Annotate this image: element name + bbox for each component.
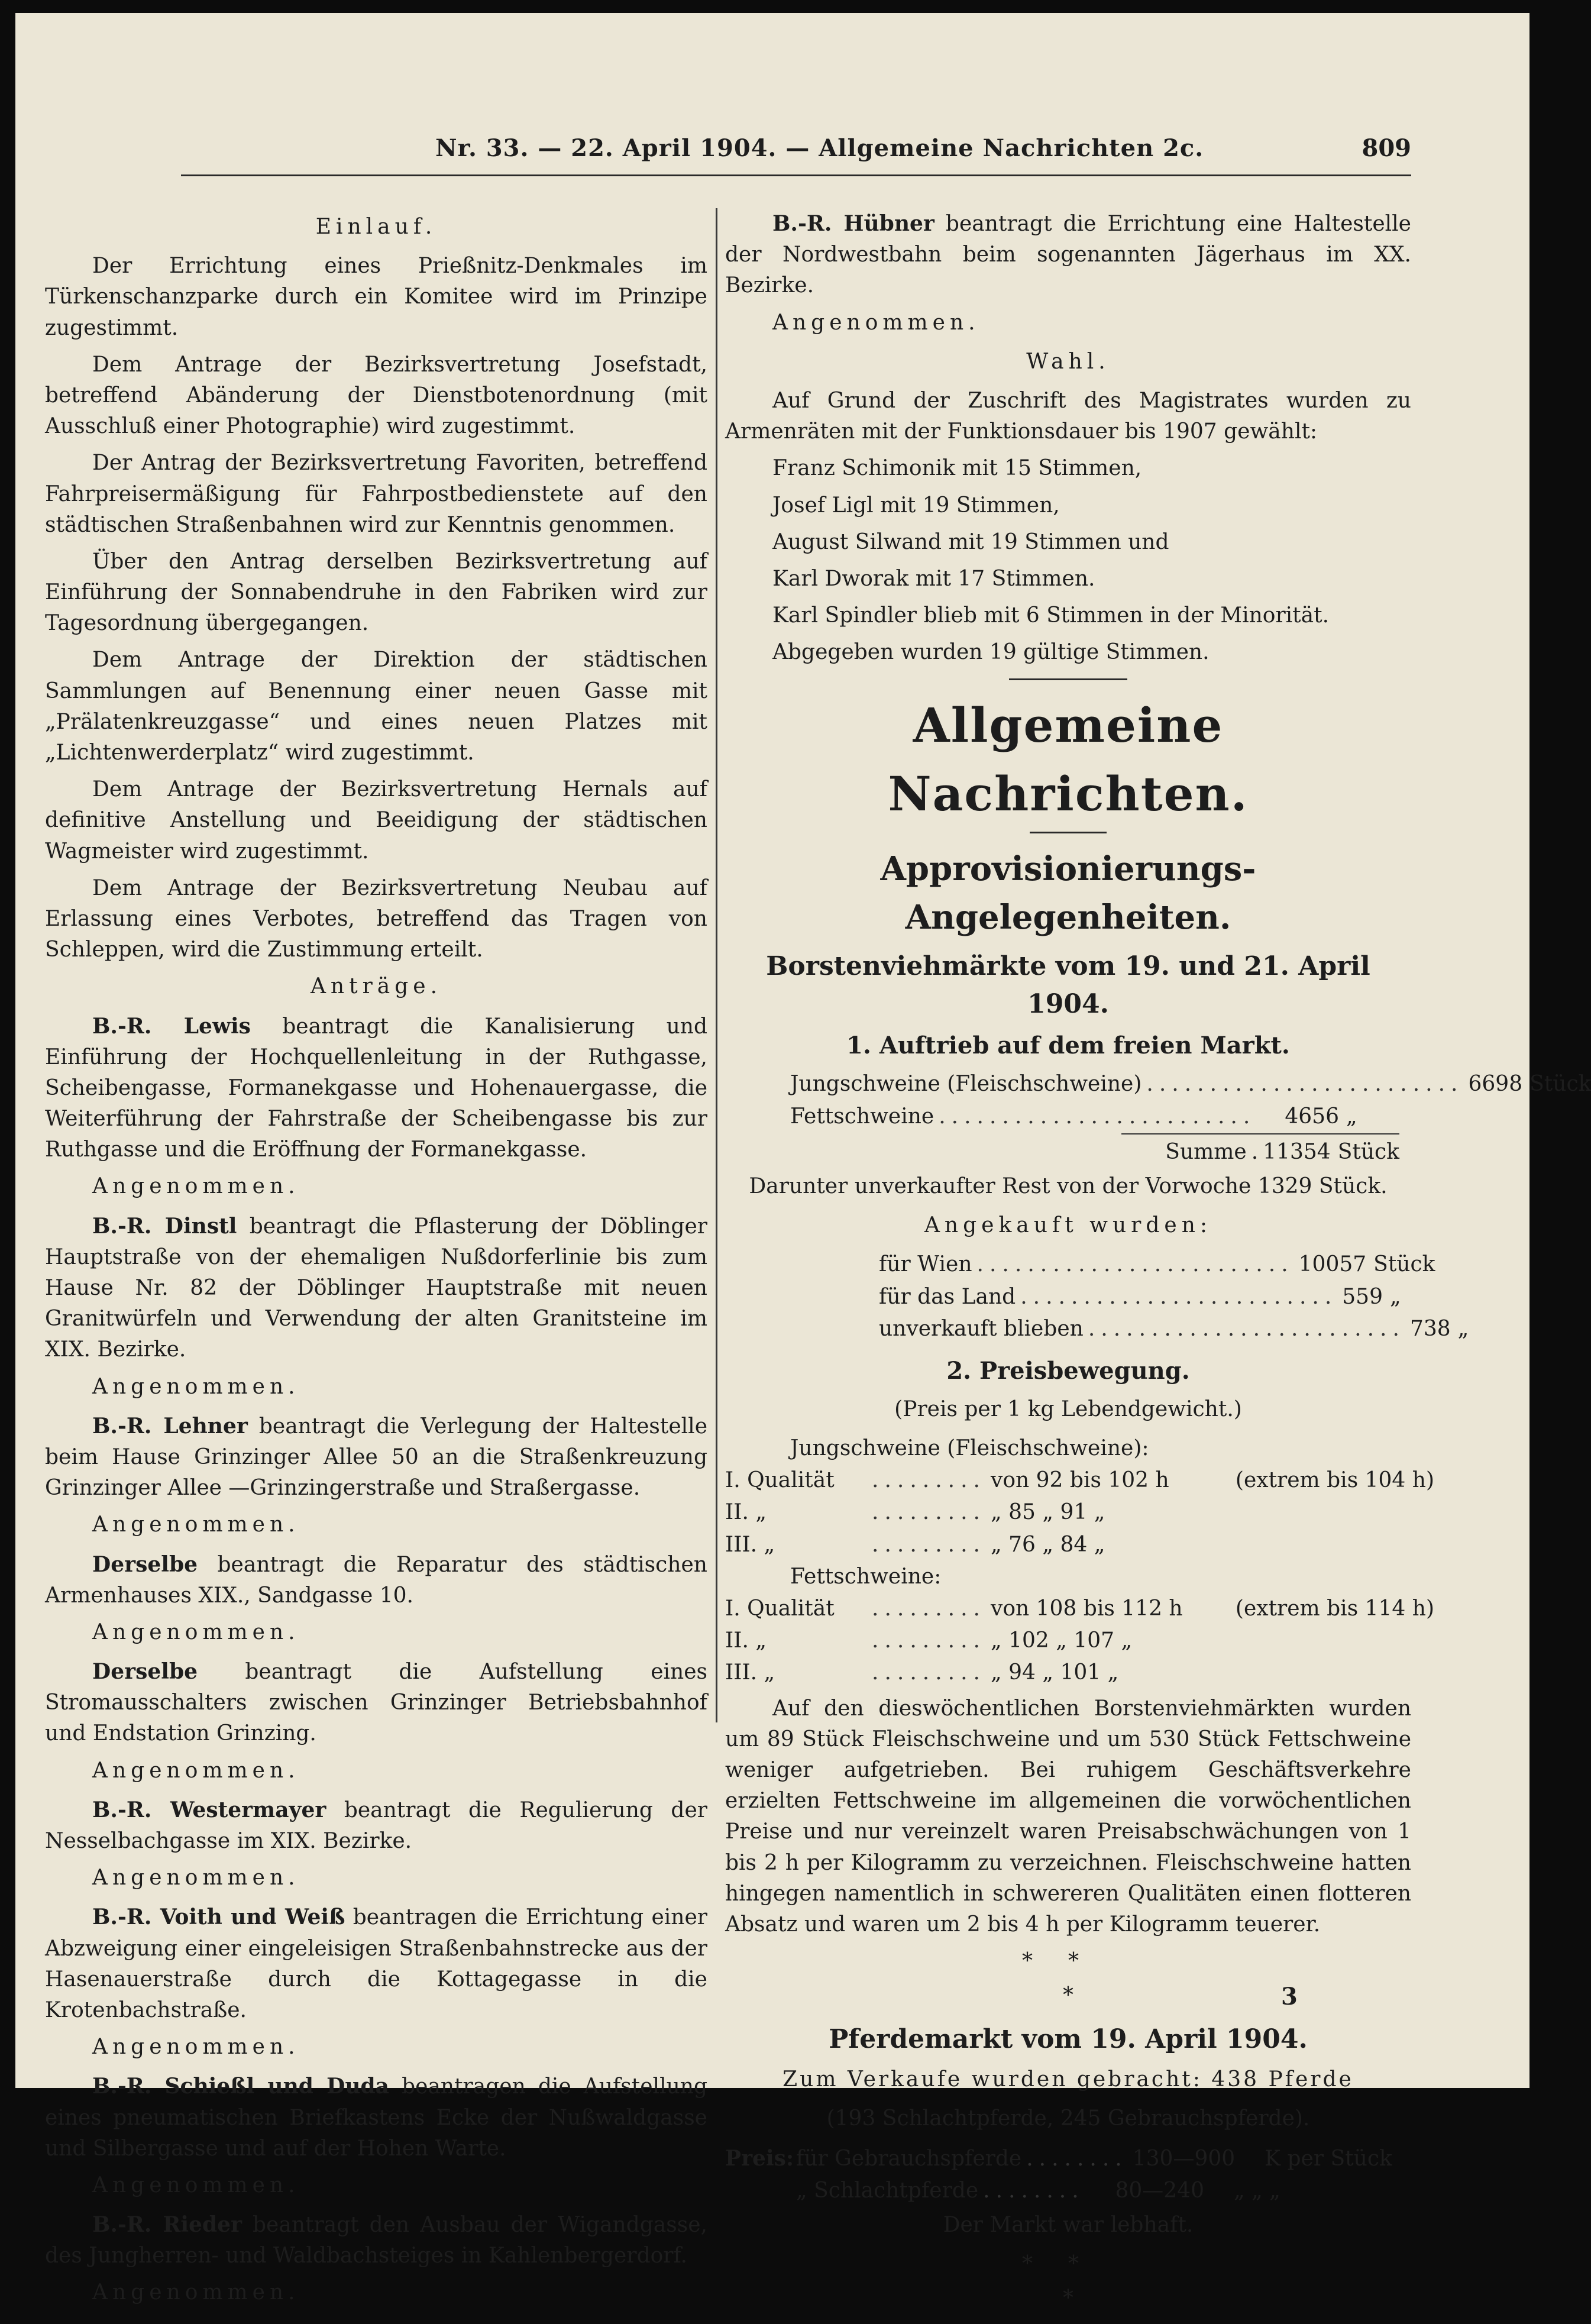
antrag-paragraph xyxy=(45,1902,707,2026)
rest-line: Darunter unverkaufter Rest von der Vorwoche 1329 Stück. xyxy=(749,1174,1388,1198)
jung-table xyxy=(725,1465,1434,1560)
antrag-who: B.-R. Hübner xyxy=(772,211,934,236)
table-row xyxy=(879,1314,1469,1344)
table-row xyxy=(790,1101,1399,1132)
leader-dots: ......................... xyxy=(1088,1316,1405,1341)
row-value: 6698 xyxy=(1468,1072,1523,1097)
antrag-text: beantragt die Verlegung der Haltestelle beim Hause Grinzinger Allee 50 an die Straßenkreuzung Grinzinger Allee —Grinzingerstraße und Straßergasse. xyxy=(45,1414,707,1501)
antrag-who: B.-R. Rieder xyxy=(92,2212,242,2238)
quality-label: II. „ xyxy=(725,1628,767,1653)
antrag-who: Derselbe xyxy=(92,1552,198,1577)
right-column xyxy=(725,208,1591,2324)
einlauf-paragraph: Der Errichtung eines Prießnitz-Denkmales im Türkenschanzparke durch ein Komitee wird im Prinzipe zugestimmt. xyxy=(45,254,707,340)
angekauft-heading: Angekauft wurden: xyxy=(924,1213,1212,1238)
quality-label: III. „ xyxy=(725,1532,775,1557)
einlauf-paragraph: Dem Antrage der Bezirksvertretung Neubau auf Erlassung eines Verbotes, betreffend das Tragen von Schleppen, wird die Zustimmung erteilt. xyxy=(45,875,707,962)
table-row xyxy=(725,1657,1411,1688)
antrag-paragraph xyxy=(45,2209,707,2271)
antrag-who: B.-R. Voith und Weiß xyxy=(92,1905,345,1930)
antrag-result: Angenommen. xyxy=(92,1758,300,1783)
row-label: Summe xyxy=(1165,1139,1247,1164)
price-range: von 92 bis 102 h xyxy=(991,1468,1169,1493)
leader-dots: ......... xyxy=(872,1596,986,1621)
einlauf-paragraph: Dem Antrage der Direktion der städtischen Sammlungen auf Benennung einer neuen Gasse mit „Prälatenkreuzgasse“ und eines neuen Platzes mit „Lichtenwerderplatz“ wird zugestimmt. xyxy=(45,648,707,765)
pferde-preis-table xyxy=(725,2143,1411,2206)
antrag-text: beantragt die Regulierung der Nesselbachgasse im XIX. Bezirke. xyxy=(45,1798,707,1853)
pferde-verkauf: Zum Verkaufe wurden gebracht: 438 Pferde xyxy=(782,2067,1354,2092)
separator-stars: ** xyxy=(1022,1949,1114,1974)
leader-dots: ......... xyxy=(872,1660,986,1685)
wahl-heading: Wahl. xyxy=(1026,349,1110,374)
antrag-result: Angenommen. xyxy=(92,1174,300,1199)
row-unit: „ xyxy=(1457,1316,1469,1341)
table-row xyxy=(725,2176,1411,2206)
antrag-paragraph xyxy=(45,2071,707,2164)
antrag-result: Angenommen. xyxy=(92,2035,300,2060)
main-section-title: Allgemeine Nachrichten. xyxy=(888,697,1249,822)
market-report: Auf den dieswöchentlichen Borstenviehmärkten wurden um 89 Stück Fleischschweine und um 530 Stück Fettschweine weniger aufgetrieben. Bei ruhigem Geschäftsverkehre erzielten Fettschweine im allgemeinen die vorwöchentlichen Preise und nur vereinzelt waren Preisabschwächungen von 1 bis 2 h per Kilogramm zu verzeichnen. Fleischschweine hatten hingegen namentlich in schwereren Qualitäten einen flotteren Absatz und waren um 2 bis 4 h per Kilogramm teuerer. xyxy=(725,1696,1411,1937)
row-label: für Gebrauchspferde xyxy=(796,2146,1022,2171)
separator-stars: * xyxy=(1063,2286,1073,2311)
antrag-result: Angenommen. xyxy=(92,1374,300,1399)
antrag-who: B.-R. Westermayer xyxy=(92,1797,326,1822)
preis-title: 2. Preisbewegung. xyxy=(946,1356,1190,1385)
price-range: von 108 bis 112 h xyxy=(991,1596,1183,1621)
row-label: „ Schlachtpferde xyxy=(796,2178,979,2203)
row-value: 11354 xyxy=(1263,1139,1331,1164)
antrag-text: beantragt die Aufstellung eines Stromausschalters zwischen Grinzinger Betriebsbahnhof und Endstation Grinzing. xyxy=(45,1660,707,1746)
antrag-result: Angenommen. xyxy=(92,1620,300,1644)
leader-dots: ......................... xyxy=(1020,1284,1338,1309)
section-rule xyxy=(1030,832,1107,833)
row-value: 559 xyxy=(1342,1284,1383,1309)
leader-dots: ......... xyxy=(872,1468,986,1493)
wahl-entry: Franz Schimonik mit 15 Stimmen, xyxy=(772,456,1142,481)
einlauf-paragraph: Der Antrag der Bezirksvertretung Favoriten, betreffend Fahrpreisermäßigung für Fahrpostbedienstete auf den städtischen Straßenbahnen wird zur Kenntnis genommen. xyxy=(45,451,707,537)
price-range: „ 102 „ 107 „ xyxy=(991,1628,1133,1653)
antrag-result: Angenommen. xyxy=(92,1866,300,1890)
row-value: 10057 xyxy=(1298,1252,1367,1277)
row-unit: Stück xyxy=(1337,1139,1399,1164)
pferde-lebhaft: Der Markt war lebhaft. xyxy=(943,2213,1194,2238)
pferde-detail: (193 Schlachtpferde, 245 Gebrauchspferde). xyxy=(826,2106,1310,2131)
table-row xyxy=(725,1593,1434,1624)
wahl-intro: Auf Grund der Zuschrift des Magistrates wurden zu Armenräten mit der Funktionsdauer bis 1907 gewählt: xyxy=(725,388,1411,444)
price-range: „ 76 „ 84 „ xyxy=(991,1532,1105,1557)
antrag-result: Angenommen. xyxy=(92,1512,300,1537)
leader-dots: ......... xyxy=(872,1532,986,1557)
antraege-heading: Anträge. xyxy=(310,974,442,999)
separator-stars: ** xyxy=(1022,2252,1114,2277)
column-divider xyxy=(716,208,717,1722)
antrag-text: beantragt die Kanalisierung und Einführung der Hochquellenleitung in der Ruthgasse, Scheibengasse, Formanekgasse und Hohenauergasse, die Weiterführung der Fahrstraße der Scheibengasse bis zur Ruthgasse und die Eröffnung der Formanekgasse. xyxy=(45,1014,707,1162)
row-value: 130—900 xyxy=(1132,2146,1236,2171)
antrag-paragraph xyxy=(45,1795,707,1857)
header-title: Nr. 33. — 22. April 1904. — Allgemeine Nachrichten 2c. xyxy=(435,134,1204,162)
antrag-result: Angenommen. xyxy=(92,2173,300,2197)
row-value: 4656 xyxy=(1285,1104,1339,1129)
row-unit: K per Stück xyxy=(1265,2146,1392,2171)
table-row xyxy=(725,2143,1411,2174)
row-unit: „ „ „ xyxy=(1234,2178,1280,2203)
table-row xyxy=(725,1497,1411,1528)
leader-dots: ......................... xyxy=(976,1252,1294,1277)
fett-table xyxy=(725,1593,1434,1689)
left-column xyxy=(45,208,707,2317)
row-unit: Stück xyxy=(1529,1072,1591,1097)
row-label: für Wien xyxy=(879,1252,972,1277)
table-row xyxy=(725,1625,1411,1656)
quality-label: II. „ xyxy=(725,1500,767,1525)
antrag-paragraph xyxy=(45,1011,707,1166)
wahl-entry: Karl Spindler blieb mit 6 Stimmen in der Minorität. xyxy=(772,603,1330,628)
jung-heading: Jungschweine (Fleischschweine): xyxy=(790,1436,1149,1461)
price-extreme: (extrem bis 104 h) xyxy=(1235,1468,1434,1493)
wahl-entry: August Silwand mit 19 Stimmen und xyxy=(772,529,1169,554)
einlauf-heading: Einlauf. xyxy=(315,215,437,239)
row-label: für das Land xyxy=(879,1284,1016,1309)
auftrieb-title: 1. Auftrieb auf dem freien Markt. xyxy=(846,1032,1290,1060)
antrag-who: B.-R. Lehner xyxy=(92,1413,248,1439)
row-label: Fettschweine xyxy=(790,1104,934,1129)
table-row xyxy=(879,1282,1401,1313)
newspaper-page xyxy=(15,13,1591,2311)
borsten-title: Borstenviehmärkte vom 19. und 21. April 1904. xyxy=(766,951,1370,1019)
table-row xyxy=(879,1249,1435,1280)
sum-row xyxy=(1121,1133,1399,1168)
angekauft-table xyxy=(725,1249,1469,1344)
table-row xyxy=(725,1465,1434,1496)
page-number: 809 xyxy=(1362,134,1411,162)
price-extreme: (extrem bis 114 h) xyxy=(1235,1596,1434,1621)
separator-stars: * xyxy=(1063,1983,1073,2008)
row-label: unverkauft blieben xyxy=(879,1316,1084,1341)
wahl-entry: Josef Ligl mit 19 Stimmen, xyxy=(772,493,1060,518)
leader-dots: ........ xyxy=(983,2178,1085,2203)
row-value: 738 xyxy=(1409,1316,1451,1341)
price-range: „ 94 „ 101 „ xyxy=(991,1660,1119,1685)
wahl-entry: Karl Dworak mit 17 Stimmen. xyxy=(772,566,1095,591)
approv-title: Approvisionierungs-Angelegenheiten. xyxy=(880,849,1256,937)
row-unit: Stück xyxy=(1373,1252,1435,1277)
quality-label: I. Qualität xyxy=(725,1596,835,1621)
table-row xyxy=(725,1530,1411,1560)
preis-label: Preis: xyxy=(725,2145,794,2171)
row-label: Jungschweine (Fleischschweine) xyxy=(790,1072,1142,1097)
antrag-who: B.-R. Lewis xyxy=(92,1013,251,1039)
header-rule xyxy=(181,174,1411,176)
antrag-paragraph xyxy=(45,1411,707,1504)
leader-dots: ........ xyxy=(1026,2146,1128,2171)
leader-dots: ......................... xyxy=(1146,1072,1464,1097)
einlauf-paragraph: Dem Antrage der Bezirksvertretung Hernals auf definitive Anstellung und Beeidigung der städtischen Wagmeister wird zugestimmt. xyxy=(45,777,707,864)
page-header xyxy=(145,134,1411,170)
row-value: 80—240 xyxy=(1115,2178,1204,2203)
antrag-text: beantragt die Pflasterung der Döblinger Hauptstraße von der ehemaligen Nußdorferlinie bis zum Hause Nr. 82 der Döblinger Hauptstraße mit neuen Granitwürfeln und Verwendung der alten Granitsteine im XIX. Bezirke. xyxy=(45,1214,707,1362)
preis-subtitle: (Preis per 1 kg Lebendgewicht.) xyxy=(894,1397,1242,1421)
einlauf-paragraph: Über den Antrag derselben Bezirksvertretung auf Einführung der Sonnabendruhe in den Fabriken wird zur Tagesordnung übergegangen. xyxy=(45,549,707,636)
leader-dots: ......................... xyxy=(939,1104,1256,1129)
antrag-text: beantragen die Aufstellung eines pneumatischen Briefkastens Ecke der Nußwaldgasse und Silbergasse und auf der Hohen Warte. xyxy=(45,2074,707,2161)
antrag-text: beantragt die Reparatur des städtischen Armenhauses XIX., Sandgasse 10. xyxy=(45,1552,707,1608)
antrag-paragraph xyxy=(45,1656,707,1750)
section-rule xyxy=(1009,678,1127,680)
row-unit: „ xyxy=(1390,1284,1401,1309)
wahl-entry: Abgegeben wurden 19 gültige Stimmen. xyxy=(772,640,1210,665)
footer-number: 3 xyxy=(1281,1983,1298,2011)
leader-dots: ......... xyxy=(872,1500,986,1525)
antrag-result: Angenommen. xyxy=(772,310,980,335)
antrag-paragraph xyxy=(45,1211,707,1366)
pferde-title: Pferdemarkt vom 19. April 1904. xyxy=(829,2024,1308,2055)
quality-label: III. „ xyxy=(725,1660,775,1685)
table-row xyxy=(790,1069,1591,1100)
antrag-who: B.-R. Schießl und Duda xyxy=(92,2074,389,2099)
row-unit: „ xyxy=(1346,1104,1357,1129)
antrag-result: Angenommen. xyxy=(92,2280,300,2305)
leader-dots: ......... xyxy=(872,1628,986,1653)
antrag-text: beantragen die Errichtung einer Abzweigung einer eingeleisigen Straßenbahnstrecke aus der Hasenauerstraße durch die Kottagegasse in die Krotenbachstraße. xyxy=(45,1905,708,2022)
einlauf-paragraph: Dem Antrage der Bezirksvertretung Josefstadt, betreffend Abänderung der Dienstbotenordnung (mit Ausschluß einer Photographie) wird zugestimmt. xyxy=(45,352,707,439)
quality-label: I. Qualität xyxy=(725,1468,835,1493)
auftrieb-table xyxy=(725,1069,1591,1168)
antrag-text: beantragt den Ausbau der Wigandgasse, des Jungherren- und Waldbachsteiges in Kahlenbergerdorf. xyxy=(45,2213,707,2268)
fett-heading: Fettschweine: xyxy=(790,1564,942,1589)
antrag-paragraph xyxy=(725,208,1411,302)
antrag-text: beantragt die Errichtung eine Haltestelle der Nordwestbahn beim sogenannten Jägerhaus im XX. Bezirke. xyxy=(725,212,1411,298)
leader-dots: . xyxy=(1251,1139,1259,1164)
price-range: „ 85 „ 91 „ xyxy=(991,1500,1105,1525)
antrag-who: B.-R. Dinstl xyxy=(92,1213,237,1239)
antrag-paragraph xyxy=(45,1549,707,1611)
antrag-who: Derselbe xyxy=(92,1659,198,1685)
